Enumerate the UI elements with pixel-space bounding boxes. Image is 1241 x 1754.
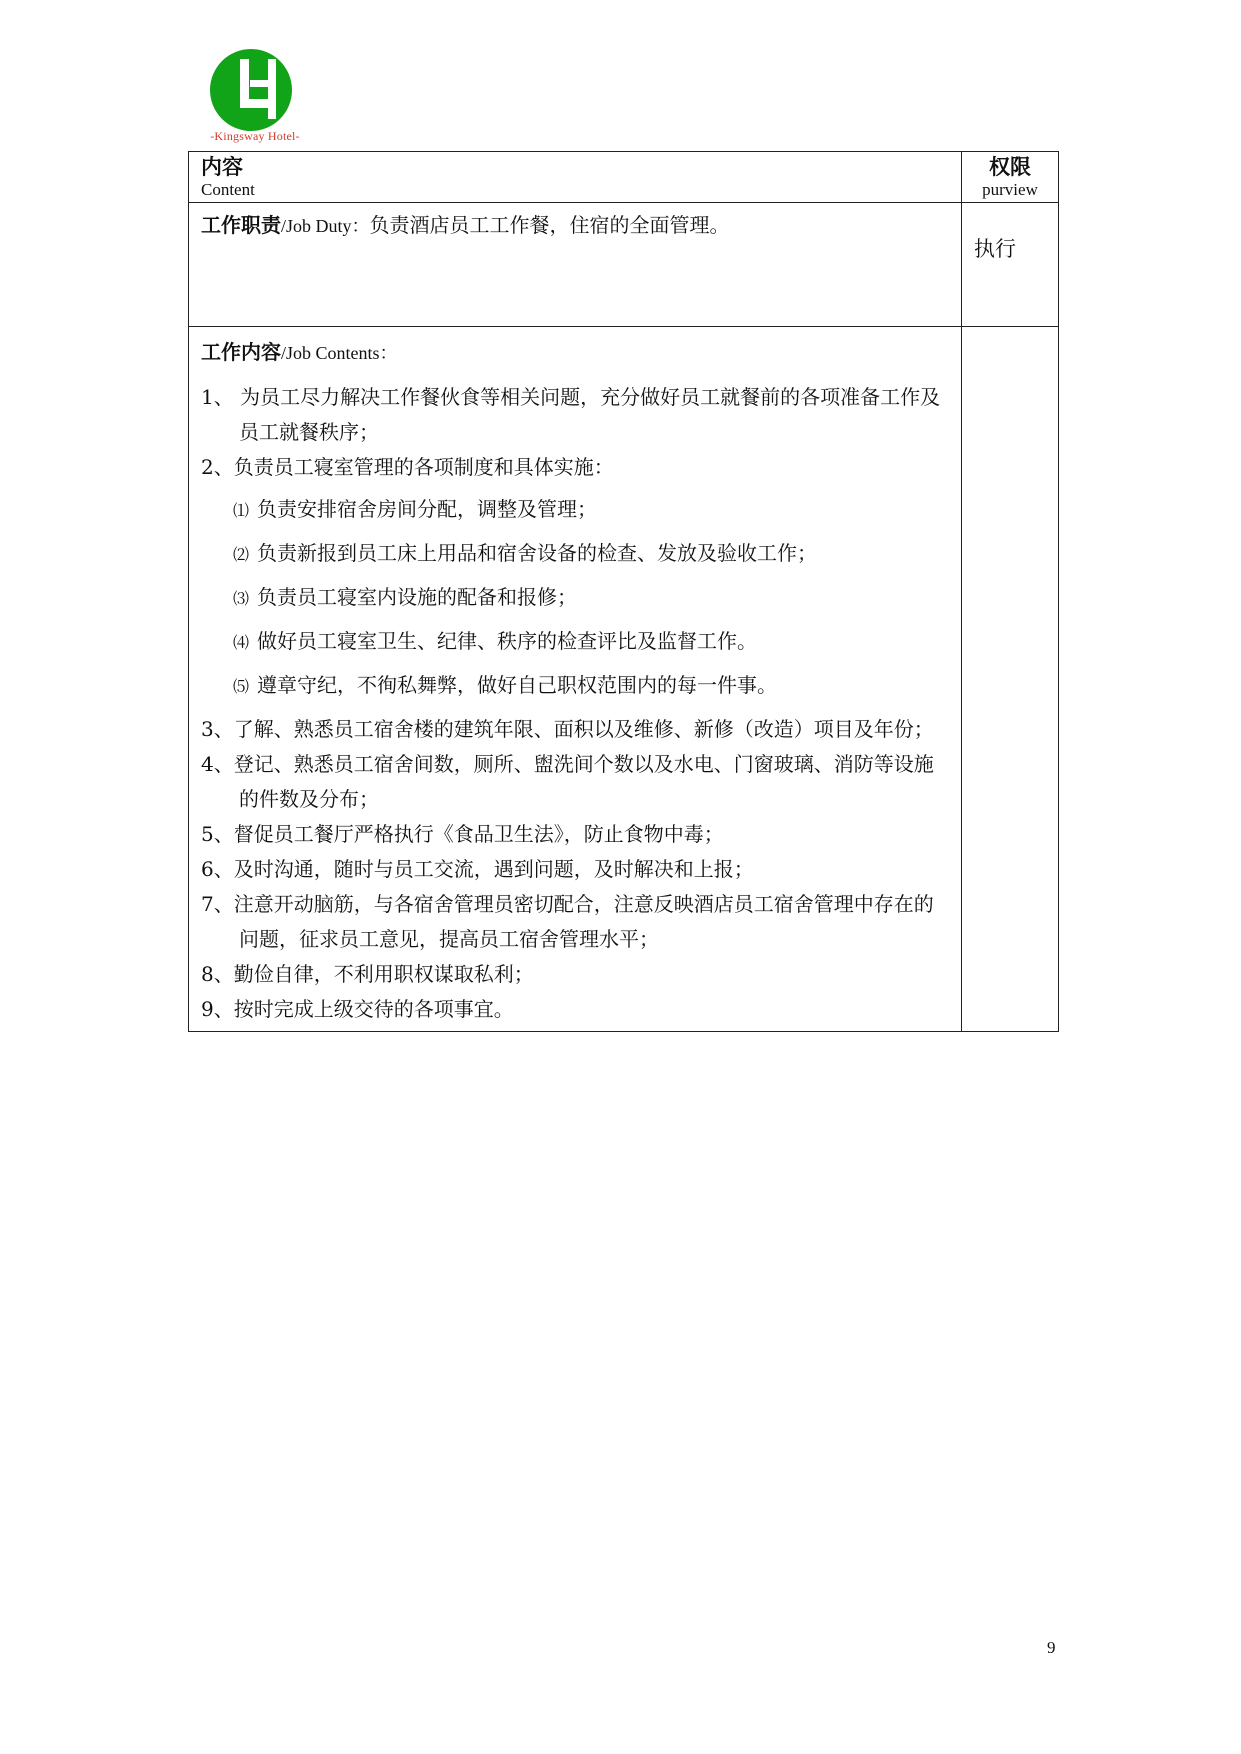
- sub-item-text: 做好员工寝室卫生、纪律、秩序的检查评比及监督工作。: [257, 629, 758, 653]
- header-purview-cell: [962, 152, 1059, 203]
- sub-list-item: [201, 668, 949, 704]
- contents-row: [189, 327, 1059, 1032]
- duty-text: 负责酒店员工工作餐，住宿的全面管理。: [369, 213, 730, 237]
- sub-item-number: ⑵: [233, 545, 250, 564]
- list-item: 5、督促员工餐厅严格执行《食品卫生法》，防止食物中毒；: [201, 822, 724, 846]
- duty-row: [189, 203, 1059, 327]
- list-item: 1、 为员工尽力解决工作餐伙食等相关问题，充分做好员工就餐前的各项准备工作及员工就餐秩序；: [201, 385, 941, 444]
- duty-cell: [189, 203, 962, 327]
- duty-purview: 执行: [962, 203, 1059, 327]
- sub-item-text: 负责员工寝室内设施的配备和报修；: [257, 585, 578, 609]
- list-item: 2、负责员工寝室管理的各项制度和具体实施：: [201, 455, 614, 479]
- logo-circle-icon: [210, 49, 292, 131]
- table-header-row: [189, 152, 1059, 203]
- header-purview-cn: 权限: [989, 154, 1031, 179]
- contents-purview-cell: [962, 327, 1059, 1032]
- header-content-cell: [189, 152, 962, 203]
- contents-label-cn: 工作内容: [201, 340, 281, 364]
- duty-label-cn: 工作职责: [201, 213, 281, 237]
- sub-list-item: [201, 580, 949, 616]
- list-item: 3、了解、熟悉员工宿舍楼的建筑年限、面积以及维修、新修（改造）项目及年份；: [201, 717, 934, 741]
- list-item: 4、登记、熟悉员工宿舍间数，厕所、盥洗间个数以及水电、门窗玻璃、消防等设施的件数及分布；: [201, 752, 934, 811]
- page-number: 9: [1047, 1638, 1056, 1657]
- list-item: 7、注意开动脑筋，与各宿舍管理员密切配合，注意反映酒店员工宿舍管理中存在的问题，征求员工意见，提高员工宿舍管理水平；: [201, 892, 934, 951]
- sub-item-number: ⑷: [233, 633, 250, 652]
- contents-label-en: /Job Contents：: [281, 343, 398, 363]
- job-description-table: [188, 151, 1059, 1032]
- header-content-cn: 内容: [201, 154, 243, 179]
- sub-list-item: [201, 624, 949, 660]
- hotel-logo: [195, 46, 315, 146]
- contents-title: [201, 337, 949, 368]
- list-item: 8、勤俭自律，不利用职权谋取私利；: [201, 962, 534, 986]
- sub-list-item: [201, 492, 949, 528]
- header-content-en: Content: [201, 180, 255, 199]
- duty-label-en: /Job Duty：: [281, 216, 370, 236]
- list-item: 6、及时沟通，随时与员工交流，遇到问题，及时解决和上报；: [201, 857, 754, 881]
- list-item: 9、按时完成上级交待的各项事宜。: [201, 997, 514, 1021]
- sub-item-text: 负责安排宿舍房间分配，调整及管理；: [257, 497, 598, 521]
- sub-list-item: [201, 536, 949, 572]
- sub-item-text: 遵章守纪，不徇私舞弊，做好自己职权范围内的每一件事。: [257, 673, 778, 697]
- sub-item-number: ⑶: [233, 589, 250, 608]
- sub-item-text: 负责新报到员工床上用品和宿舍设备的检查、发放及验收工作；: [257, 541, 818, 565]
- header-purview-en: purview: [982, 180, 1038, 199]
- sub-item-number: ⑸: [233, 677, 250, 696]
- logo-text: -Kingsway Hotel-: [210, 129, 300, 143]
- sub-item-number: ⑴: [233, 501, 250, 520]
- contents-cell: [189, 327, 962, 1032]
